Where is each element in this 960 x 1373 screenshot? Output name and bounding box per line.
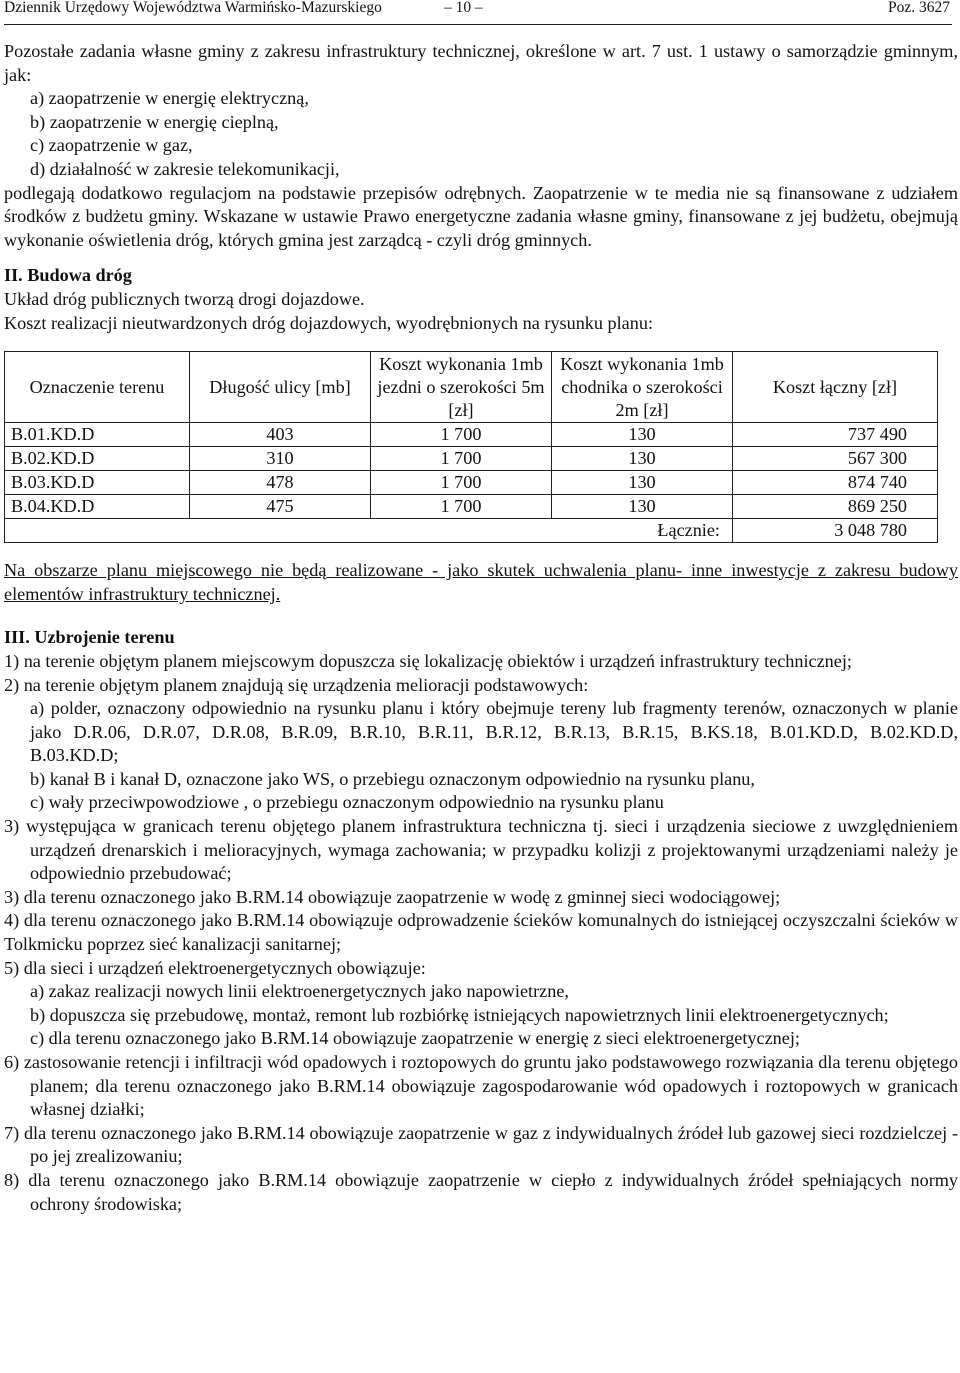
- col-header-total-cost: Koszt łączny [zł]: [733, 352, 938, 423]
- section-2-line-1: Układ dróg publicznych tworzą drogi dojazdowe.: [4, 288, 365, 309]
- list-item: 3) dla terenu oznaczonego jako B.RM.14 obowiązuje zaopatrzenie w wodę z gminnej sieci wodociągowej;: [4, 886, 781, 907]
- list-item: 1) na terenie objętym planem miejscowym dopuszcza się lokalizację obiektów i urządzeń infrastruktury technicznej;: [4, 650, 852, 671]
- table-header-row: [5, 352, 938, 423]
- cell: 130: [552, 423, 733, 447]
- section-3-title: III. Uzbrojenie terenu: [4, 627, 175, 648]
- cell: 130: [552, 495, 733, 519]
- list-item: c) dla terenu oznaczonego jako B.RM.14 obowiązuje zaopatrzenie w energię z sieci elektroenergetycznej;: [30, 1028, 800, 1049]
- table-row: [5, 471, 938, 495]
- col-header-road-cost: Koszt wykonania 1mb jezdni o szerokości 5m [zł]: [371, 352, 552, 423]
- empty-cell: [5, 519, 371, 543]
- cell: 1 700: [371, 495, 552, 519]
- total-label: Łącznie:: [371, 519, 733, 543]
- list-item: 2) na terenie objętym planem znajdują się urządzenia melioracji podstawowych:: [4, 674, 589, 695]
- col-header-length: Długość ulicy [mb]: [190, 352, 371, 423]
- cell: 869 250: [733, 495, 938, 519]
- section-2-line-2: Koszt realizacji nieutwardzonych dróg dojazdowych, wyodrębnionych na rysunku planu:: [4, 312, 653, 333]
- list-item: c) zaopatrzenie w gaz,: [30, 135, 193, 156]
- list-item: 6) zastosowanie retencji i infiltracji wód opadowych i roztopowych do gruntu jako podstawowego rozwiązania dla terenu objętego planem; dla terenu oznaczonego jako B.RM.14 obowiązuje zagospodarowanie wód opadowych i roztopowych w granicach własnej działki;: [4, 1052, 958, 1120]
- cell: 130: [552, 447, 733, 471]
- list-item: 3) występująca w granicach terenu objętego planem infrastruktura techniczna tj. sieci i urządzenia sieciowe z uwzględnieniem urządzeń drenarskich i melioracyjnych, wymaga zachowania; w przypadku kolizji z projektowanymi urządzeniami należy je odpowiednio przebudować;: [4, 816, 958, 884]
- cell: 310: [190, 447, 371, 471]
- cell: B.03.KD.D: [5, 471, 190, 495]
- list-item: c) wały przeciwpowodziowe , o przebiegu oznaczonym odpowiednio na rysunku planu: [30, 792, 664, 813]
- cell: 737 490: [733, 423, 938, 447]
- cell: 1 700: [371, 447, 552, 471]
- road-cost-table: [4, 351, 938, 543]
- cell: B.04.KD.D: [5, 495, 190, 519]
- col-header-designation: Oznaczenie terenu: [5, 352, 190, 423]
- intro-paragraph-2: podlegają dodatkowo regulacjom na podstawie przepisów odrębnych. Zaopatrzenie w te media nie są finansowane z udziałem środków z budżetu gminy. Wskazane w ustawie Prawo energetyczne zadania własne gminy, finansowane z jej budżetu, obejmują wykonanie oświetlenia dróg, których gmina jest zarządcą - czyli dróg gminnych.: [4, 182, 958, 250]
- col-header-sidewalk-cost: Koszt wykonania 1mb chodnika o szerokości 2m [zł]: [552, 352, 733, 423]
- cell: 403: [190, 423, 371, 447]
- cell: 478: [190, 471, 371, 495]
- cell: B.02.KD.D: [5, 447, 190, 471]
- table-row: [5, 447, 938, 471]
- cell: 567 300: [733, 447, 938, 471]
- list-item: 4) dla terenu oznaczonego jako B.RM.14 obowiązuje odprowadzenie ścieków komunalnych do istniejącej oczyszczalni ścieków w Tolkmicku poprzez sieć kanalizacji sanitarnej;: [4, 910, 958, 955]
- page-header: [4, 0, 952, 25]
- cell: B.01.KD.D: [5, 423, 190, 447]
- cell: 475: [190, 495, 371, 519]
- list-item: d) działalność w zakresie telekomunikacji,: [30, 158, 340, 179]
- document-body: [4, 40, 958, 1216]
- list-item: b) zaopatrzenie w energię cieplną,: [30, 111, 279, 132]
- list-item: 8) dla terenu oznaczonego jako B.RM.14 obowiązuje zaopatrzenie w ciepło z indywidualnych źródeł spełniających normy ochrony środowiska;: [4, 1169, 958, 1214]
- list-item: 7) dla terenu oznaczonego jako B.RM.14 obowiązuje zaopatrzenie w gaz z indywidualnych źródeł lub gazowej sieci rozdzielczej - po jej zrealizowaniu;: [4, 1122, 958, 1167]
- cell: 1 700: [371, 471, 552, 495]
- cell: 874 740: [733, 471, 938, 495]
- total-value: 3 048 780: [733, 519, 938, 543]
- journal-title: Dziennik Urzędowy Województwa Warmińsko-Mazurskiego: [4, 0, 382, 16]
- table-row: [5, 423, 938, 447]
- position-number: Poz. 3627: [888, 0, 950, 16]
- list-item: 5) dla sieci i urządzeń elektroenergetycznych obowiązuje:: [4, 957, 426, 978]
- table-row: [5, 495, 938, 519]
- section-2-title: II. Budowa dróg: [4, 265, 132, 286]
- intro-paragraph: Pozostałe zadania własne gminy z zakresu infrastruktury technicznej, określone w art. 7 ust. 1 ustawy o samorządzie gminnym, jak:: [4, 41, 958, 85]
- cell: 130: [552, 471, 733, 495]
- list-item: a) polder, oznaczony odpowiednio na rysunku planu i który obejmuje tereny lub fragmenty terenów, oznaczonych w planie jako D.R.06, D.R.07, D.R.08, B.R.09, B.R.10, B.R.11, B.R.12, B.R.13, B.R.15, B.KS.18, B.01.KD.D, B.02.KD.D, B.03.KD.D;: [30, 698, 958, 766]
- underlined-note: Na obszarze planu miejscowego nie będą realizowane - jako skutek uchwalenia planu- inne inwestycje z zakresu budowy elementów infrastruktury technicznej.: [4, 560, 958, 604]
- list-item: b) kanał B i kanał D, oznaczone jako WS, o przebiegu oznaczonym odpowiednio na rysunku planu,: [30, 768, 755, 789]
- page-number: – 10 –: [444, 0, 483, 16]
- cell: 1 700: [371, 423, 552, 447]
- list-item: b) dopuszcza się przebudowę, montaż, remont lub rozbiórkę istniejących napowietrznych linii elektroenergetycznych;: [30, 1004, 889, 1025]
- list-item: a) zaopatrzenie w energię elektryczną,: [30, 88, 309, 109]
- table-total-row: [5, 519, 938, 543]
- list-item: a) zakaz realizacji nowych linii elektroenergetycznych jako napowietrzne,: [30, 981, 569, 1002]
